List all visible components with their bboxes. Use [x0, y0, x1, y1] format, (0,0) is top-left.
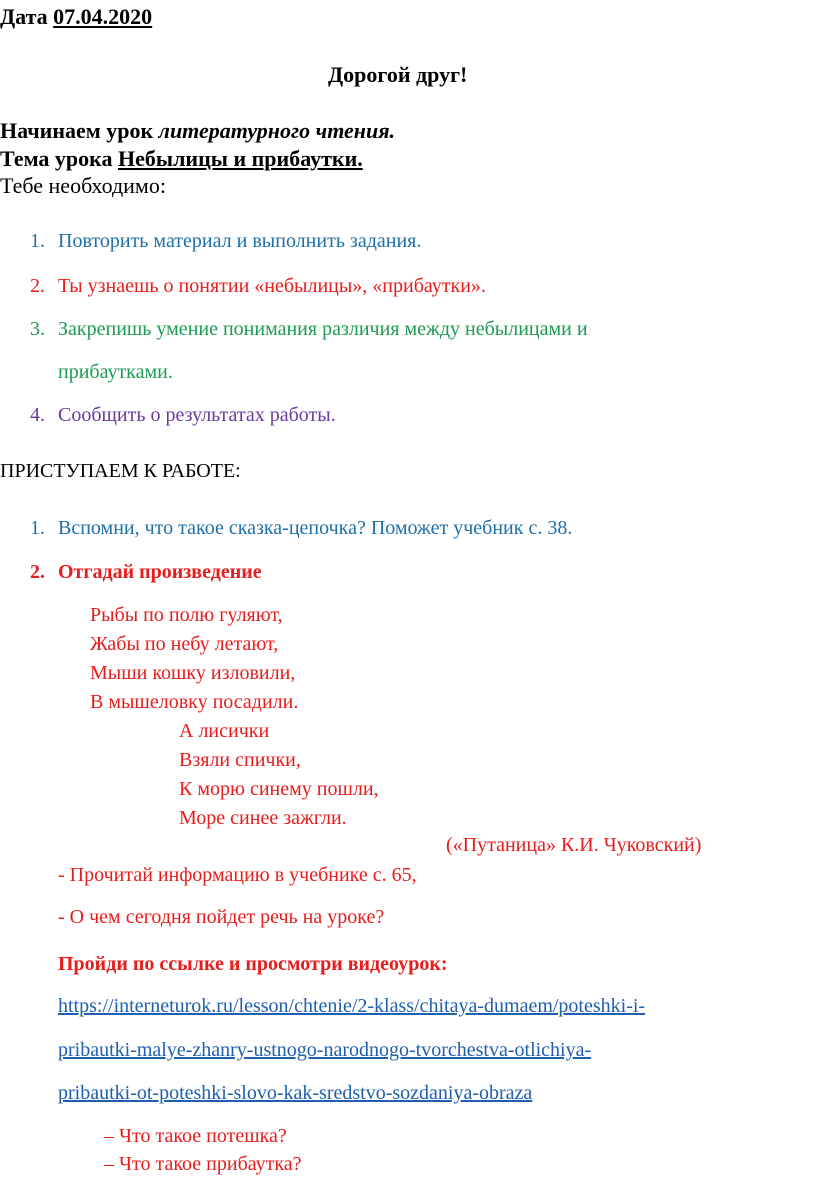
- date-line: [0, 4, 152, 30]
- video-link-line-1[interactable]: https://interneturok.ru/lesson/chtenie/2-klass/chitaya-dumaem/poteshki-i-: [58, 995, 646, 1017]
- lesson-topic-line: [0, 146, 363, 172]
- goal-text: Сообщить о результатах работы.: [58, 404, 336, 426]
- goal-number: 1.: [30, 230, 45, 252]
- goal-number: 3.: [30, 318, 45, 340]
- video-label: Пройди по ссылке и просмотри видеоурок:: [58, 953, 448, 975]
- poem-line: Море синее зажгли.: [179, 807, 347, 829]
- lesson-start-line: [0, 118, 395, 144]
- poem-line: Мыши кошку изловили,: [90, 662, 296, 684]
- goal-item: [30, 230, 421, 253]
- task-item: [30, 517, 572, 540]
- poem-stanza-2: [179, 717, 379, 833]
- goal-item: [30, 404, 336, 427]
- goal-text: Ты узнаешь о понятии «небылицы», «прибаутки».: [58, 275, 486, 297]
- lesson-subject: литературного чтения.: [158, 118, 396, 143]
- goal-item: [30, 318, 588, 341]
- poem-line: К морю синему пошли,: [179, 778, 379, 800]
- topic-value: Небылицы и прибаутки.: [118, 146, 363, 171]
- task-item: [30, 561, 262, 584]
- goal-number: 2.: [30, 275, 45, 297]
- poem-line: В мышеловку посадили.: [90, 691, 299, 713]
- question-poteshka: – Что такое потешка?: [104, 1125, 287, 1147]
- topic-label: Тема урока: [0, 146, 113, 171]
- work-heading: ПРИСТУПАЕМ К РАБОТЕ:: [0, 460, 241, 482]
- task-text: Вспомни, что такое сказка-цепочка? Поможет учебник с. 38.: [58, 517, 573, 539]
- poem-line: Рыбы по полю гуляют,: [90, 604, 283, 626]
- need-text: Тебе необходимо:: [0, 173, 166, 198]
- goal-text-continuation: прибаутками.: [58, 361, 173, 383]
- task-number: 1.: [30, 517, 45, 539]
- poem-attribution: («Путаница» К.И. Чуковский): [446, 834, 702, 856]
- poem-line: Взяли спички,: [179, 749, 301, 771]
- question-pribautka: – Что такое прибаутка?: [104, 1153, 302, 1175]
- question-instruction: - О чем сегодня пойдет речь на уроке?: [58, 906, 385, 928]
- goal-number: 4.: [30, 404, 45, 426]
- goal-text: Повторить материал и выполнить задания.: [58, 230, 422, 252]
- video-link-line-3[interactable]: pribautki-ot-poteshki-slovo-kak-sredstvo-sozdaniya-obraza: [58, 1082, 533, 1104]
- lesson-start-prefix: Начинаем урок: [0, 118, 154, 143]
- poem-line: Жабы по небу летают,: [90, 633, 279, 655]
- poem-stanza-1: [90, 601, 298, 717]
- video-link-line-2[interactable]: pribautki-malye-zhanry-ustnogo-narodnogo-tvorchestva-otlichiya-: [58, 1039, 592, 1061]
- task-text: Отгадай произведение: [58, 561, 262, 583]
- read-instruction: - Прочитай информацию в учебнике с. 65,: [58, 864, 417, 886]
- goal-item: [30, 275, 486, 298]
- task-number: 2.: [30, 561, 45, 583]
- greeting: Дорогой друг!: [328, 62, 468, 87]
- poem-line: А лисички: [179, 720, 270, 742]
- date-value: 07.04.2020: [53, 4, 153, 29]
- date-label: Дата: [0, 4, 48, 29]
- goal-text: Закрепишь умение понимания различия между небылицами и: [58, 318, 588, 340]
